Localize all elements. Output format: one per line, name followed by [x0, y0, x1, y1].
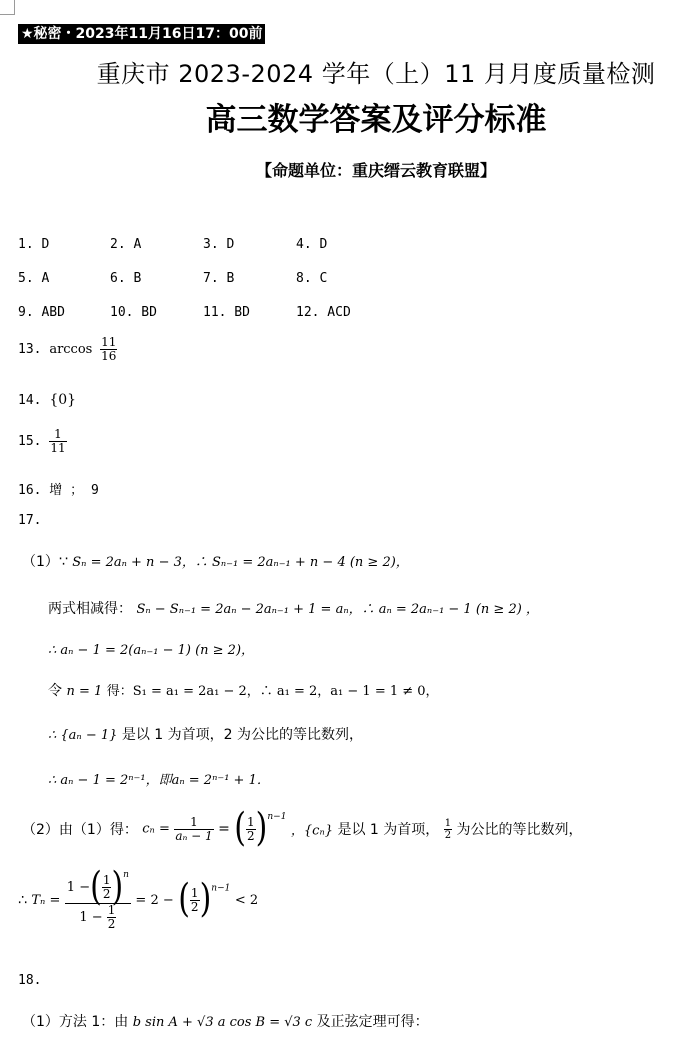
- q17-part1-line6: [48, 769, 270, 788]
- answer-16: 16. 增 ； 9: [18, 483, 99, 498]
- q17-part2-line2: [18, 864, 259, 931]
- math-function: arccos: [49, 342, 93, 357]
- left-paren: (: [90, 864, 102, 910]
- answer-item: 5. A: [18, 271, 50, 286]
- right-paren: ): [111, 864, 124, 910]
- q17-part1-line2: [48, 598, 539, 618]
- left-paren: (: [234, 805, 247, 852]
- fraction: [102, 874, 112, 901]
- fraction: [174, 816, 213, 843]
- part-label: （1）方法 1：由: [22, 1014, 129, 1030]
- answer-item: 6. B: [110, 271, 142, 286]
- step-text: 令: [48, 683, 62, 699]
- fraction-numerator: 1: [247, 814, 255, 829]
- fraction: [100, 336, 117, 363]
- math-expression: n = 1: [66, 684, 103, 699]
- fraction-denominator: 11: [50, 441, 66, 455]
- fraction-numerator: 1: [444, 817, 452, 829]
- math-expression: ∴ aₙ − 1 = 2(aₙ₋₁ − 1) (n ≥ 2)，: [48, 643, 255, 658]
- answer-item: 2. A: [110, 237, 142, 252]
- q17-part2-line1: [22, 805, 583, 852]
- math-expression: b sin A + √3 a cos B = √3 c: [132, 1015, 313, 1030]
- answer-15: [18, 428, 67, 455]
- answer-value: {0}: [49, 392, 77, 408]
- exam-title: 重庆市 2023-2024 学年（上）11 月月度质量检测: [96, 60, 656, 88]
- q17-part1-line1: [22, 551, 409, 571]
- fraction: [444, 818, 452, 841]
- fraction-denominator: 2: [190, 899, 199, 914]
- q17-part1-line3: [48, 639, 254, 658]
- fraction-denominator: 2: [444, 829, 452, 841]
- question-number: 13.: [18, 342, 42, 357]
- fraction: [190, 887, 200, 914]
- fraction-numerator: 1: [107, 902, 116, 917]
- math-expression: = 2 −: [135, 892, 174, 908]
- part-label: （1）∵: [22, 554, 68, 570]
- fraction-denominator: 2: [107, 916, 116, 931]
- math-expression: cₙ =: [142, 821, 170, 837]
- answer-13: [18, 336, 117, 363]
- left-paren: (: [178, 876, 190, 923]
- math-expression: ∴ {aₙ − 1}: [48, 728, 118, 743]
- answer-item: 1. D: [18, 237, 50, 252]
- math-expression: ∴ aₙ − 1 = 2ⁿ⁻¹，即aₙ = 2ⁿ⁻¹ + 1．: [48, 773, 270, 788]
- answer-item: 9. ABD: [18, 305, 65, 320]
- math-expression: ，{cₙ}: [290, 823, 333, 839]
- fraction-denominator: 2: [247, 828, 255, 843]
- question-number: 14.: [18, 393, 42, 408]
- answer-item: 12. ACD: [296, 305, 351, 320]
- right-paren: ): [199, 876, 212, 923]
- math-expression: Tₙ =: [31, 892, 61, 908]
- right-paren: ): [255, 805, 268, 852]
- q17-part1-line4: [48, 680, 439, 700]
- step-text: 为公比的等比数列，: [456, 822, 583, 838]
- answer-item: 4. D: [296, 237, 328, 252]
- answer-14: [18, 392, 76, 408]
- fraction-numerator: 1: [174, 816, 213, 830]
- fraction-numerator: 1: [49, 428, 66, 442]
- page-corner-mark: [0, 0, 15, 15]
- fraction: [49, 428, 66, 455]
- part-label: （2）由（1）得：: [22, 822, 138, 838]
- step-text: 及正弦定理可得：: [316, 1014, 429, 1030]
- answer-item: 10. BD: [110, 305, 157, 320]
- numerator-text: 1 −: [66, 880, 91, 895]
- q17-part1-line5: [48, 724, 363, 744]
- fraction-denominator: aₙ − 1: [175, 828, 213, 843]
- fraction: [246, 816, 256, 843]
- exponent: n−1: [267, 812, 287, 822]
- answer-item: 7. B: [203, 271, 235, 286]
- answer-item: 8. C: [296, 271, 328, 286]
- math-expression: 得：S₁ = a₁ = 2a₁ − 2，∴ a₁ = 2，a₁ − 1 = 1 ≠ 0，: [106, 684, 439, 699]
- math-expression: < 2: [234, 892, 259, 908]
- question-18-label: 18.: [18, 973, 42, 988]
- math-operator: =: [218, 821, 230, 837]
- fraction-denominator: 16: [101, 349, 117, 363]
- fraction-numerator: 1: [190, 885, 199, 900]
- therefore-symbol: ∴: [18, 892, 27, 909]
- q18-part1-line1: [22, 1011, 429, 1031]
- question-17-label: 17.: [18, 513, 42, 528]
- exponent: n: [123, 870, 129, 880]
- step-text: 两式相减得：: [48, 601, 132, 617]
- denominator-text: 1 −: [79, 909, 103, 925]
- fraction-denominator: 2: [102, 887, 111, 901]
- math-expression: Sₙ − Sₙ₋₁ = 2aₙ − 2aₙ₋₁ + 1 = aₙ，∴ aₙ = 2aₙ₋₁ − 1 (n ≥ 2) ，: [136, 602, 539, 617]
- exponent: n−1: [211, 883, 231, 894]
- answer-item: 11. BD: [203, 305, 250, 320]
- issuing-unit: 【命题单位：重庆缙云教育联盟】: [255, 161, 496, 180]
- fraction-numerator: 1: [102, 873, 111, 887]
- fraction-numerator: 11: [101, 335, 117, 349]
- math-expression: Sₙ = 2aₙ + n − 3，∴ Sₙ₋₁ = 2aₙ₋₁ + n − 4 (n ≥ 2)，: [72, 555, 409, 570]
- fraction-numerator: [65, 864, 131, 910]
- step-text: 是以 1 为首项，: [337, 822, 440, 838]
- question-number: 15.: [18, 434, 42, 449]
- answer-item: 3. D: [203, 237, 235, 252]
- step-text: 是以 1 为首项，2 为公比的等比数列，: [121, 727, 364, 743]
- secret-label: ★秘密・2023年11月16日17：00前: [18, 24, 265, 44]
- answer-key-title: 高三数学答案及评分标准: [205, 102, 547, 138]
- fraction: [65, 864, 131, 931]
